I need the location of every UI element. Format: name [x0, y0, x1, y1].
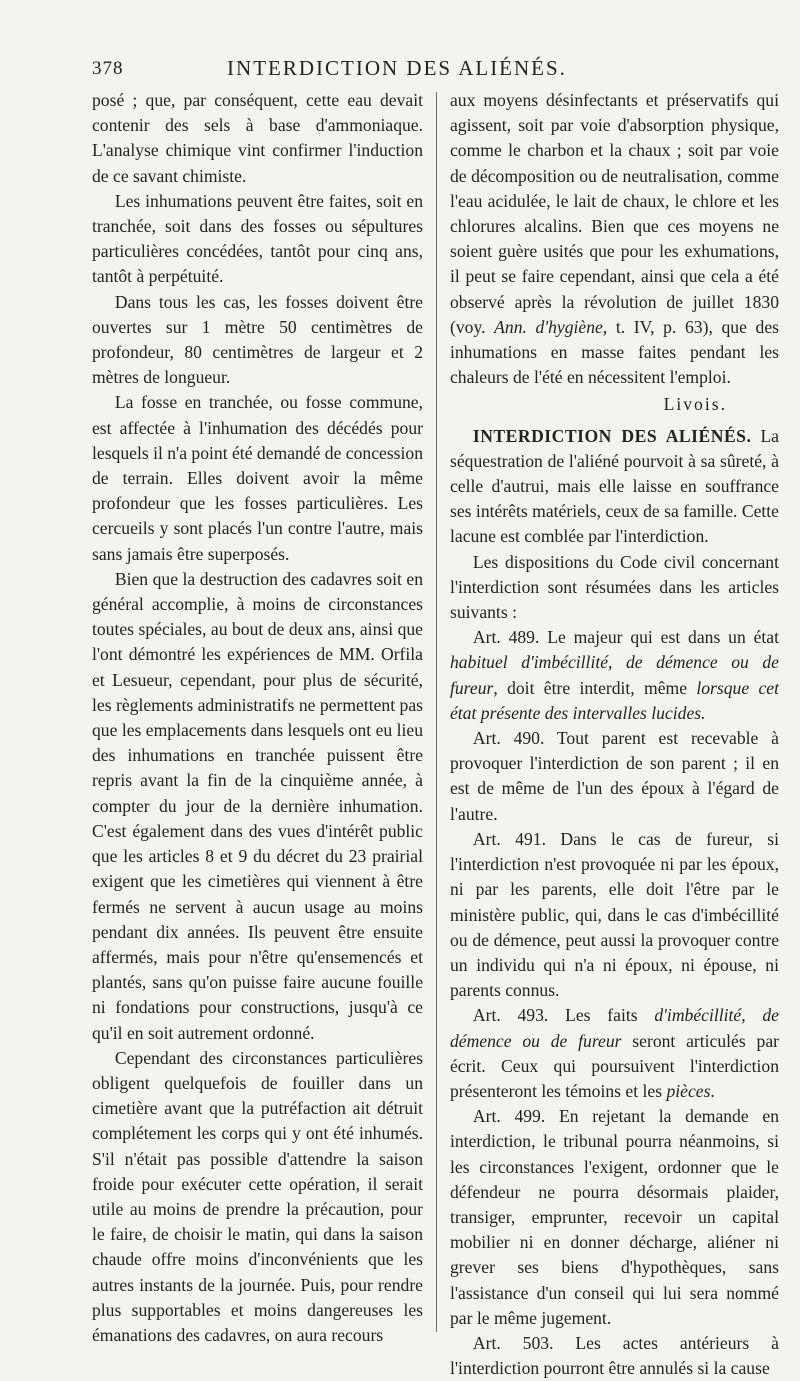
article-491: Art. 491. Dans le cas de fureur, si l'interdiction n'est provoquée ni par les époux, ni par les parents, elle doit l'être par le ministère public, qui, dans le cas d'imbécillité ou de démence, peut aussi la provoquer contre un individu qui n'a ni époux, ni épouse, ni parents connus. [450, 828, 779, 1001]
journal-title: Ann. d'hygiène [494, 316, 603, 337]
article-503: Art. 503. Les actes antérieurs à l'interdiction pourront être annulés si la cause [450, 1332, 779, 1379]
article-493 [450, 1003, 779, 1104]
text-run: Art. 489. Le majeur qui est dans un état [472, 627, 779, 648]
paragraph: Les inhumations peuvent être faites, soit en tranchée, soit dans des fosses ou sépultures particulières concédées, tantôt pour cinq ans, tantôt à perpétuité. [92, 190, 423, 287]
emphasis: lorsque cet état présente des intervalles lucides. [450, 677, 780, 723]
author-signature: Livois. [663, 394, 727, 415]
paragraph: Les dispositions du Code civil concernant l'interdiction sont résumées dans les articles suivants : [450, 551, 779, 623]
text-run: Art. 493. Les faits [472, 1005, 655, 1026]
text-run: . [710, 1080, 715, 1101]
paragraph: Bien que la destruction des cadavres soit en général accomplie, à moins de circonstances toutes spéciales, au bout de deux ans, ainsi que l'ont démontré les expériences de MM. Orfila et Lesueur, cependant, pour plus de sécurité, les règlements administratifs ne permettent pas que les emplacements dans lesquels ont eu lieu des inhumations en tranchée puissent être repris avant la fin de la cinquième année, à compter du jour de la dernière inhumation. C'est également dans des vues d'intérêt public que les articles 8 et 9 du décret du 23 prairial exigent que les cimetières qui viennent à être fermés ne servent à aucun usage au moins pendant dix années. Ils peuvent être ensuite affermés, mais pour n'être qu'ensemencés et plantés, sans qu'on puisse faire aucune fouille ni fondations pour constructions, jusqu'à ce qu'il en soit autrement ordonné. [92, 568, 423, 1043]
text-run: , t. IV, p. 63), que des inhumations en masse faites pendant les chaleurs de l'été en nécessitent l'emploi. [450, 316, 779, 388]
text-run: , doit être interdit, même [493, 677, 697, 698]
paragraph: Cependant des circonstances particulières obligent quelquefois de fouiller dans un cimetière avant que la putréfaction ait détruit complétement les corps qui y ont été inhumés. S'il n'était pas possible d'attendre la saison froide pour exécuter cette opération, il serait utile au moins de prendre la précaution, pour le faire, de choisir le matin, qui dans la saison chaude offre moins d'inconvénients que les autres instants de la journée. Puis, pour rendre plus supportables et moins dangereuses les émanations des cadavres, on aura recours [92, 1047, 423, 1345]
paragraph: posé ; que, par conséquent, cette eau devait contenir des sels à base d'ammoniaque. L'analyse chimique vint confirmer l'induction de ce savant chimiste. [92, 90, 423, 186]
text-run: seront articulés par écrit. Ceux qui poursuivent l'interdiction présenteront les témoins et les [450, 1030, 779, 1101]
right-column [450, 88, 779, 1381]
section-title: INTERDICTION DES ALIÉNÉS. [472, 425, 752, 446]
text-run: aux moyens désinfectants et préservatifs qui agissent, soit par voie d'absorption physique, comme le charbon et la chaux ; soit par voie de décomposition ou de neutralisation, comme l'eau acidulée, le lait de chaux, le chlore et les chlorures alcalins. Bien que ces moyens ne soient guère usités que pour les exhumations, il peut se faire cependant, ainsi que cela a été observé après la révolution de juillet 1830 (voy. [450, 90, 779, 337]
text-run: La séquestration de l'aliéné pourvoit à sa sûreté, à celle d'autrui, mais elle laisse en souffrance ses intérêts matériels, ceux de sa famille. Cette lacune est comblée par l'interdiction. [450, 425, 779, 547]
page-header [92, 52, 702, 86]
emphasis: habituel d'imbécillité, de démence ou de fureur [450, 652, 779, 698]
emphasis: d'imbécillité, de démence ou de fureur [450, 1005, 779, 1051]
emphasis: pièces [666, 1080, 711, 1101]
left-column [92, 88, 423, 1348]
paragraph: La fosse en tranchée, ou fosse commune, est affectée à l'inhumation des décédés pour lesquels il n'a point été demandé de concession de terrain. Elles doivent avoir la même profondeur que les fosses particulières. Les cercueils y sont placés l'un contre l'autre, mais sans jamais être superposés. [92, 392, 423, 564]
article-489 [450, 625, 779, 726]
paragraph: Dans tous les cas, les fosses doivent être ouvertes sur 1 mètre 50 centimètres de profondeur, 80 centimètres de largeur et 2 mètres de longueur. [92, 291, 423, 388]
running-title: INTERDICTION DES ALIÉNÉS. [227, 56, 567, 80]
article-490: Art. 490. Tout parent est recevable à provoquer l'interdiction de son parent ; il en est de même de l'un des époux à l'égard de l'autre. [450, 728, 779, 824]
section-paragraph [450, 424, 779, 550]
article-499: Art. 499. En rejetant la demande en interdiction, le tribunal pourra néanmoins, si les circonstances l'exigent, ordonner que le défendeur ne pourra désormais plaider, transiger, emprunter, recevoir un capital mobilier ni en donner décharge, aliéner ni grever ses biens d'hypothèques, sans l'assistance d'un conseil qui lui sera nommé par le même jugement. [450, 1106, 779, 1328]
column-divider [436, 92, 437, 1332]
paragraph [450, 88, 779, 390]
page-number: 378 [92, 58, 124, 79]
